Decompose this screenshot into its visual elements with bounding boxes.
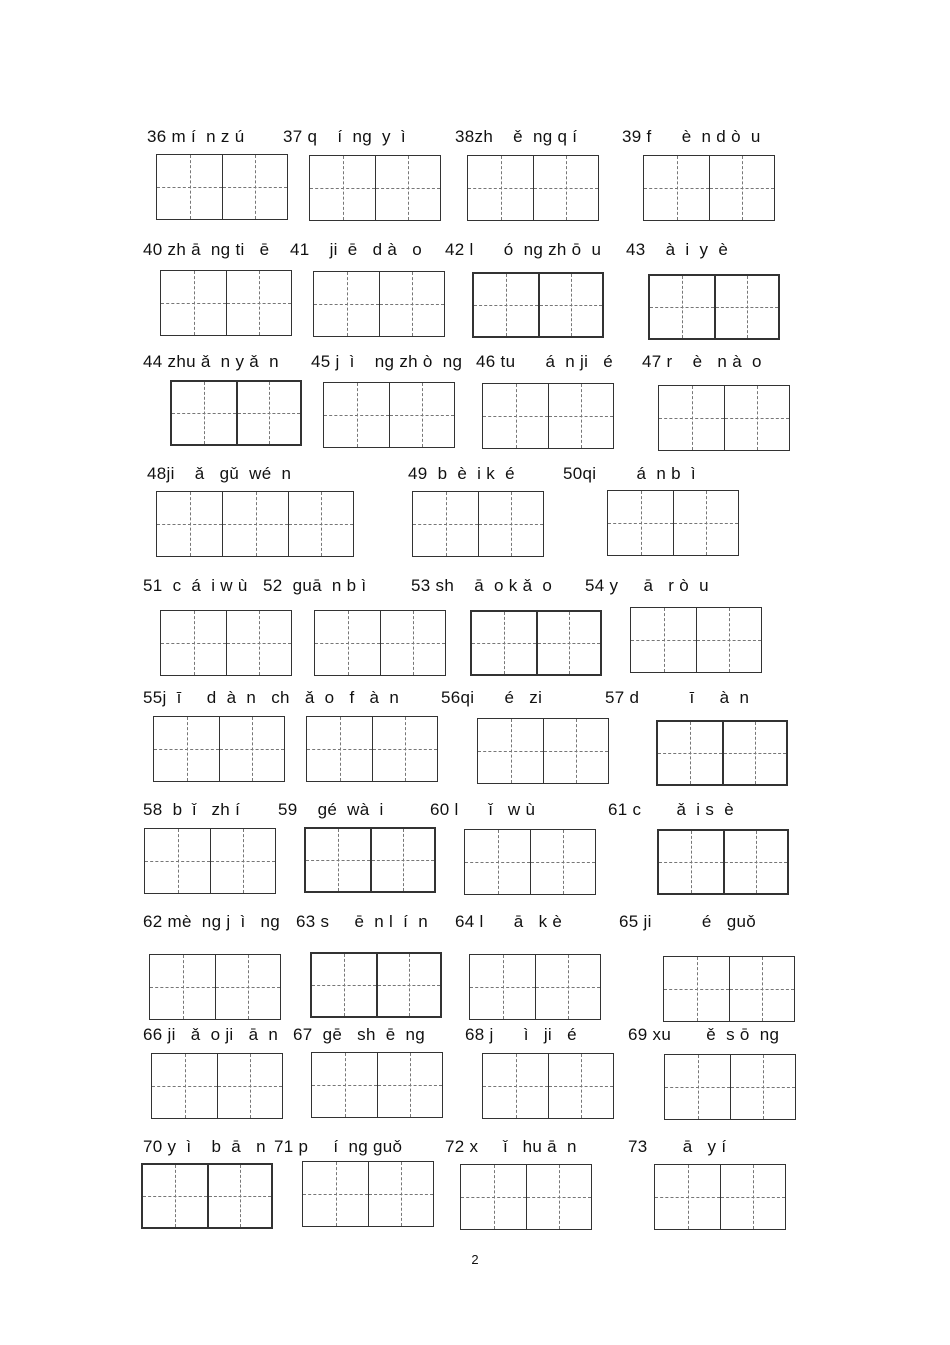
exercise-label-46: 46 tu á n ji é bbox=[476, 352, 614, 371]
writing-cell[interactable] bbox=[207, 1165, 273, 1227]
writing-grid-72[interactable] bbox=[460, 1164, 592, 1230]
writing-cell[interactable] bbox=[368, 1162, 434, 1226]
exercise-label-66: 66 ji ǎ o ji ā n bbox=[143, 1025, 279, 1044]
writing-grid-47[interactable] bbox=[658, 385, 790, 451]
writing-cell[interactable] bbox=[477, 719, 543, 783]
writing-cell[interactable] bbox=[673, 491, 739, 555]
exercise-label-47: 47 r è n à o bbox=[642, 352, 762, 371]
writing-grid-60[interactable] bbox=[464, 829, 596, 895]
exercise-label-36: 36 m í n z ú bbox=[147, 127, 245, 146]
writing-cell[interactable] bbox=[730, 1055, 796, 1119]
writing-cell[interactable] bbox=[170, 382, 236, 444]
exercise-label-68: 68 j ì ji é bbox=[465, 1025, 577, 1044]
writing-cell[interactable] bbox=[460, 1165, 526, 1229]
exercise-label-72: 72 x ǐ hu ā n bbox=[445, 1137, 577, 1156]
writing-cell[interactable] bbox=[226, 271, 292, 335]
writing-cell[interactable] bbox=[310, 954, 376, 1016]
writing-cell[interactable] bbox=[304, 829, 370, 891]
writing-cell[interactable] bbox=[375, 156, 441, 220]
writing-cell[interactable] bbox=[377, 1053, 443, 1117]
writing-cell[interactable] bbox=[236, 382, 302, 444]
writing-cell[interactable] bbox=[219, 717, 285, 781]
writing-grid-56[interactable] bbox=[477, 718, 609, 784]
writing-cell[interactable] bbox=[664, 1055, 730, 1119]
writing-grid-50[interactable] bbox=[607, 490, 739, 556]
exercise-label-54: 54 y ā r ò u bbox=[585, 576, 709, 595]
writing-cell[interactable] bbox=[722, 722, 788, 784]
writing-cell[interactable] bbox=[370, 829, 436, 891]
exercise-label-61: 61 c ǎ i s è bbox=[608, 800, 735, 819]
writing-grid-46[interactable] bbox=[482, 383, 614, 449]
writing-cell[interactable] bbox=[215, 955, 281, 1019]
writing-cell[interactable] bbox=[467, 156, 533, 220]
writing-cell[interactable] bbox=[543, 719, 609, 783]
exercise-label-55: 55j ī d à n ch ǎ o f à n bbox=[143, 688, 400, 707]
writing-grid-64[interactable] bbox=[469, 954, 601, 1020]
writing-grid-69[interactable] bbox=[664, 1054, 796, 1120]
writing-cell[interactable] bbox=[313, 272, 379, 336]
writing-cell[interactable] bbox=[156, 492, 222, 556]
writing-cell[interactable] bbox=[469, 955, 535, 1019]
exercise-label-57: 57 d ī à n bbox=[605, 688, 750, 707]
writing-grid-51[interactable] bbox=[160, 610, 292, 676]
exercise-label-44: 44 zhu ǎ n y ǎ n bbox=[143, 352, 279, 371]
writing-grid-70[interactable] bbox=[141, 1163, 273, 1229]
writing-grid-73[interactable] bbox=[654, 1164, 786, 1230]
writing-cell[interactable] bbox=[314, 611, 380, 675]
writing-cell[interactable] bbox=[302, 1162, 368, 1226]
writing-cell[interactable] bbox=[217, 1054, 283, 1118]
writing-cell[interactable] bbox=[656, 722, 722, 784]
writing-grid-61[interactable] bbox=[657, 829, 789, 895]
writing-grid-57[interactable] bbox=[656, 720, 788, 786]
writing-grid-67[interactable] bbox=[311, 1052, 443, 1118]
writing-grid-38[interactable] bbox=[467, 155, 599, 221]
writing-cell[interactable] bbox=[379, 272, 445, 336]
exercise-label-56: 56qi é zi bbox=[441, 688, 543, 707]
writing-cell[interactable] bbox=[548, 384, 614, 448]
exercise-label-71: 71 p í ng guǒ bbox=[274, 1137, 403, 1156]
writing-cell[interactable] bbox=[376, 954, 442, 1016]
exercise-label-37: 37 q í ng y ì bbox=[283, 127, 406, 146]
writing-grid-49[interactable] bbox=[412, 491, 544, 557]
exercise-label-41: 41 ji ē d à o bbox=[290, 240, 422, 259]
exercise-label-63: 63 s ē n l í n bbox=[296, 912, 428, 931]
writing-cell[interactable] bbox=[151, 1054, 217, 1118]
exercise-label-42: 42 l ó ng zh ō u bbox=[445, 240, 602, 259]
writing-cell[interactable] bbox=[482, 384, 548, 448]
writing-cell[interactable] bbox=[643, 156, 709, 220]
writing-cell[interactable] bbox=[389, 383, 455, 447]
writing-grid-59[interactable] bbox=[304, 827, 436, 893]
writing-cell[interactable] bbox=[464, 830, 530, 894]
exercise-label-73: 73 ā y í bbox=[628, 1137, 727, 1156]
writing-cell[interactable] bbox=[548, 1054, 614, 1118]
writing-cell[interactable] bbox=[141, 1165, 207, 1227]
writing-grid-37[interactable] bbox=[309, 155, 441, 221]
writing-grid-39[interactable] bbox=[643, 155, 775, 221]
writing-grid-42[interactable] bbox=[472, 272, 604, 338]
writing-cell[interactable] bbox=[309, 156, 375, 220]
exercise-label-58: 58 b ǐ zh í bbox=[143, 800, 241, 819]
exercise-label-59: 59 gé wà i bbox=[278, 800, 384, 819]
writing-cell[interactable] bbox=[160, 611, 226, 675]
exercise-label-38: 38zh ě ng q í bbox=[455, 127, 578, 146]
writing-cell[interactable] bbox=[720, 1165, 786, 1229]
exercise-label-70: 70 y ì b ā n bbox=[143, 1137, 266, 1156]
writing-cell[interactable] bbox=[311, 1053, 377, 1117]
writing-cell[interactable] bbox=[210, 829, 276, 893]
writing-grid-71[interactable] bbox=[302, 1161, 434, 1227]
exercise-label-51: 51 c á i w ù bbox=[143, 576, 248, 595]
exercise-label-64: 64 l ā k è bbox=[455, 912, 563, 931]
writing-cell[interactable] bbox=[526, 1165, 592, 1229]
writing-cell[interactable] bbox=[470, 612, 536, 674]
writing-cell[interactable] bbox=[663, 957, 729, 1021]
writing-cell[interactable] bbox=[533, 156, 599, 220]
writing-cell[interactable] bbox=[723, 831, 789, 893]
writing-grid-68[interactable] bbox=[482, 1053, 614, 1119]
writing-cell[interactable] bbox=[724, 386, 790, 450]
writing-cell[interactable] bbox=[536, 612, 602, 674]
exercise-label-67: 67 gē sh ē ng bbox=[293, 1025, 426, 1044]
exercise-label-62: 62 mè ng j ì ng bbox=[143, 912, 281, 931]
writing-grid-43[interactable] bbox=[648, 274, 780, 340]
exercise-label-65: 65 ji é guǒ bbox=[619, 912, 757, 931]
writing-cell[interactable] bbox=[648, 276, 714, 338]
writing-cell[interactable] bbox=[144, 829, 210, 893]
writing-cell[interactable] bbox=[482, 1054, 548, 1118]
exercise-label-49: 49 b è i k é bbox=[408, 464, 515, 483]
writing-cell[interactable] bbox=[714, 276, 780, 338]
exercise-label-69: 69 xu ě s ō ng bbox=[628, 1025, 780, 1044]
exercise-label-39: 39 f è n d ò u bbox=[622, 127, 761, 146]
writing-cell[interactable] bbox=[156, 155, 222, 219]
writing-cell[interactable] bbox=[729, 957, 795, 1021]
writing-cell[interactable] bbox=[530, 830, 596, 894]
writing-grid-62[interactable] bbox=[149, 954, 281, 1020]
writing-grid-41[interactable] bbox=[313, 271, 445, 337]
writing-cell[interactable] bbox=[538, 274, 604, 336]
writing-grid-58[interactable] bbox=[144, 828, 276, 894]
writing-cell[interactable] bbox=[288, 492, 354, 556]
exercise-label-40: 40 zh ā ng ti ē bbox=[143, 240, 270, 259]
writing-cell[interactable] bbox=[472, 274, 538, 336]
writing-cell[interactable] bbox=[709, 156, 775, 220]
writing-grid-65[interactable] bbox=[663, 956, 795, 1022]
writing-grid-54[interactable] bbox=[630, 607, 762, 673]
exercise-label-48: 48ji ǎ gǔ wé n bbox=[147, 464, 292, 483]
writing-grid-55b[interactable] bbox=[306, 716, 438, 782]
writing-cell[interactable] bbox=[535, 955, 601, 1019]
writing-grid-48[interactable] bbox=[156, 491, 354, 557]
writing-cell[interactable] bbox=[222, 155, 288, 219]
writing-cell[interactable] bbox=[478, 492, 544, 556]
writing-cell[interactable] bbox=[372, 717, 438, 781]
writing-grid-55[interactable] bbox=[153, 716, 285, 782]
writing-cell[interactable] bbox=[226, 611, 292, 675]
page-number: 2 bbox=[471, 1252, 479, 1267]
writing-grid-40[interactable] bbox=[160, 270, 292, 336]
writing-cell[interactable] bbox=[149, 955, 215, 1019]
exercise-label-45: 45 j ì ng zh ò ng bbox=[311, 352, 463, 371]
writing-cell[interactable] bbox=[412, 492, 478, 556]
writing-cell[interactable] bbox=[160, 271, 226, 335]
writing-cell[interactable] bbox=[696, 608, 762, 672]
writing-grid-45[interactable] bbox=[323, 382, 455, 448]
exercise-label-60: 60 l ǐ w ù bbox=[430, 800, 536, 819]
writing-cell[interactable] bbox=[380, 611, 446, 675]
writing-cell[interactable] bbox=[306, 717, 372, 781]
writing-grid-52[interactable] bbox=[314, 610, 446, 676]
writing-cell[interactable] bbox=[654, 1165, 720, 1229]
writing-cell[interactable] bbox=[607, 491, 673, 555]
writing-cell[interactable] bbox=[630, 608, 696, 672]
writing-cell[interactable] bbox=[323, 383, 389, 447]
writing-cell[interactable] bbox=[153, 717, 219, 781]
exercise-label-43: 43 à i y è bbox=[626, 240, 729, 259]
writing-grid-53[interactable] bbox=[470, 610, 602, 676]
exercise-label-50: 50qi á n b ì bbox=[563, 464, 696, 483]
exercise-label-53: 53 sh ā o k ǎ o bbox=[411, 576, 553, 595]
writing-cell[interactable] bbox=[657, 831, 723, 893]
writing-grid-63[interactable] bbox=[310, 952, 442, 1018]
writing-cell[interactable] bbox=[658, 386, 724, 450]
exercise-label-52: 52 guā n b ì bbox=[263, 576, 367, 595]
writing-cell[interactable] bbox=[222, 492, 288, 556]
writing-grid-44[interactable] bbox=[170, 380, 302, 446]
writing-grid-36[interactable] bbox=[156, 154, 288, 220]
writing-grid-66[interactable] bbox=[151, 1053, 283, 1119]
